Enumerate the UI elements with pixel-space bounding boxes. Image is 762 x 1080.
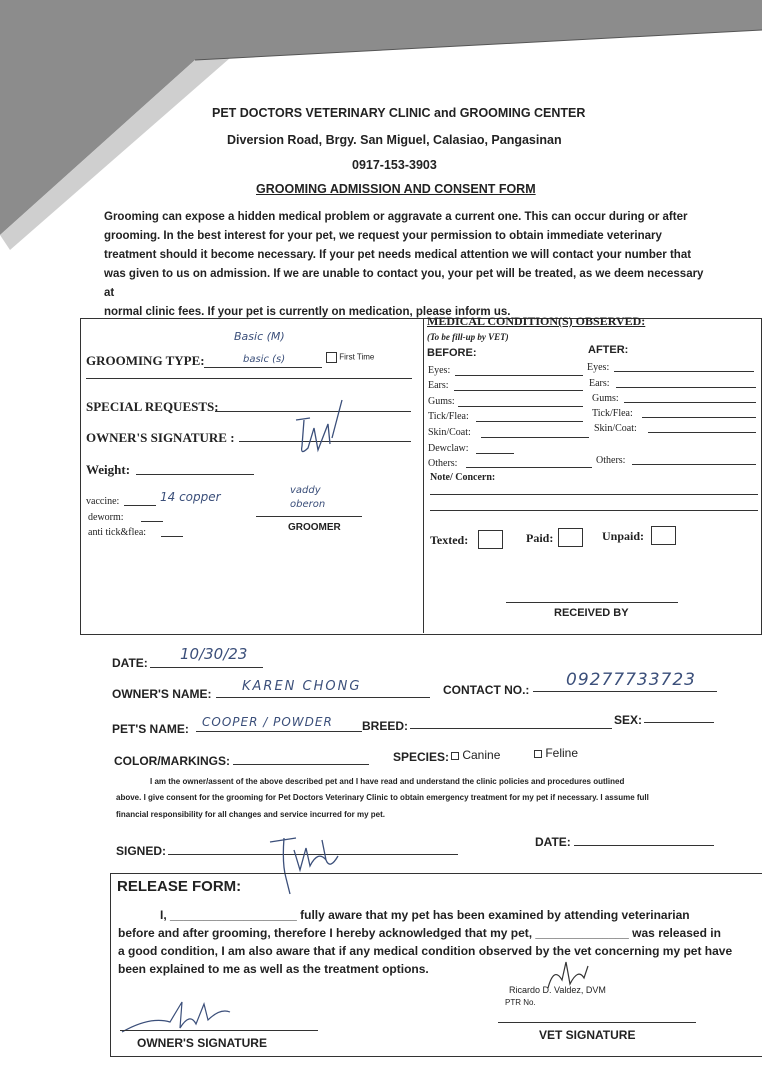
before-skin: Skin/Coat:: [428, 427, 471, 438]
after-gums: Gums:: [592, 393, 619, 404]
note-line-1[interactable]: [430, 494, 758, 495]
medical-title: MEDICAL CONDITION(S) OBSERVED:: [427, 314, 646, 328]
color-field[interactable]: [233, 764, 369, 765]
first-time-option[interactable]: [326, 352, 374, 363]
groomer-field[interactable]: [256, 516, 362, 517]
intro-line: grooming. In the best interest for your pet, we request your permission to obtain immediate veterinary: [104, 230, 662, 242]
date-handwriting: 10/30/23: [180, 645, 248, 663]
feline-label: Feline: [545, 746, 579, 760]
special-requests-label: SPECIAL REQUESTS:: [86, 399, 219, 414]
intro-line: treatment should it become necessary. If your pet needs medical attention we will contact your number that: [104, 249, 692, 261]
owner-name-field[interactable]: [216, 697, 430, 698]
deworm-label: deworm:: [88, 512, 124, 523]
before-others-field[interactable]: [466, 467, 592, 468]
weight-field[interactable]: [136, 474, 254, 475]
before-dewclaw-field[interactable]: [476, 453, 514, 454]
before-others: Others:: [428, 458, 458, 469]
received-by-field[interactable]: [506, 602, 678, 603]
before-ears: Ears:: [428, 380, 449, 391]
vaccine-field[interactable]: [124, 505, 156, 506]
anti-tick-field[interactable]: [161, 536, 183, 537]
signed-date-label: DATE:: [535, 835, 571, 849]
deworm-field[interactable]: [141, 521, 163, 522]
grooming-type-handwriting-1: Basic (M): [234, 330, 285, 343]
vet-signature-label: VET SIGNATURE: [539, 1028, 636, 1042]
intro-line: Grooming can expose a hidden medical problem or aggravate a current one. This can occur during or after: [104, 211, 688, 223]
vaccine-handwriting: 14 copper: [160, 490, 221, 504]
clinic-phone: 0917-153-3903: [352, 158, 437, 172]
grooming-type-field[interactable]: [204, 367, 322, 368]
clinic-address: Diversion Road, Brgy. San Miguel, Calasiao, Pangasinan: [227, 133, 562, 147]
breed-label: BREED:: [362, 719, 409, 733]
texted-label: Texted:: [430, 533, 469, 547]
before-dewclaw: Dewclaw:: [428, 443, 469, 454]
note-label: Note/ Concern:: [430, 472, 496, 483]
consent-line-3: financial responsibility for all changes and service incurred for my pet.: [116, 810, 385, 819]
anti-tick-label: anti tick&flea:: [88, 527, 147, 538]
unpaid-checkbox[interactable]: [651, 526, 676, 545]
paid-label: Paid:: [526, 531, 554, 545]
feline-option[interactable]: [534, 746, 578, 760]
date-field[interactable]: [150, 667, 263, 668]
groomer-label: GROOMER: [288, 522, 341, 533]
owner-release-signature-scribble: [120, 998, 250, 1038]
after-others: Others:: [596, 455, 626, 466]
before-eyes-field[interactable]: [455, 375, 583, 376]
unpaid-label: Unpaid:: [602, 529, 645, 543]
before-tick: Tick/Flea:: [428, 411, 469, 422]
date-label: DATE:: [112, 656, 148, 670]
after-skin: Skin/Coat:: [594, 423, 637, 434]
release-line-2: before and after grooming, therefore I hereby acknowledged that my pet, ______________ was released in: [118, 926, 721, 940]
species-label: SPECIES:: [393, 750, 450, 764]
pet-name-handwriting: COOPER / POWDER: [202, 715, 333, 729]
release-line-1: I, ___________________ fully aware that my pet has been examined by attending veterinarian: [160, 908, 690, 922]
canine-checkbox[interactable]: [451, 752, 459, 760]
groomer-handwriting: vaddy oberon: [290, 485, 326, 510]
intro-line: normal clinic fees. If your pet is currently on medication, please inform us.: [104, 306, 511, 318]
vet-signature-scribble: [544, 958, 594, 998]
panel-divider: [423, 318, 424, 633]
grooming-type-handwriting-2: basic (s): [243, 354, 286, 365]
first-time-label: First Time: [339, 352, 375, 362]
feline-checkbox[interactable]: [534, 750, 542, 758]
sex-label: SEX:: [614, 713, 643, 727]
before-gums-field[interactable]: [458, 406, 583, 407]
texted-checkbox[interactable]: [478, 530, 503, 549]
paid-checkbox[interactable]: [558, 528, 583, 547]
grooming-type-label: GROOMING TYPE:: [86, 353, 205, 368]
owner-name-label: OWNER'S NAME:: [112, 687, 212, 701]
medical-subtitle: (To be fill-up by VET): [427, 332, 509, 342]
vet-signature-field[interactable]: [498, 1022, 696, 1023]
before-skin-field[interactable]: [481, 437, 589, 438]
before-eyes: Eyes:: [428, 365, 451, 376]
release-line-4: been explained to me as well as the treatment options.: [118, 962, 429, 976]
pet-name-field[interactable]: [196, 731, 362, 732]
release-title: RELEASE FORM:: [117, 878, 242, 895]
owner-name-handwriting: KAREN CHONG: [242, 679, 362, 694]
after-gums-field[interactable]: [624, 402, 756, 403]
before-gums: Gums:: [428, 396, 455, 407]
form-title: GROOMING ADMISSION AND CONSENT FORM: [256, 182, 536, 196]
before-ears-field[interactable]: [454, 390, 583, 391]
after-tick: Tick/Flea:: [592, 408, 633, 419]
canine-option[interactable]: [451, 748, 500, 762]
owner-release-signature-label: OWNER'S SIGNATURE: [137, 1036, 267, 1050]
intro-line: was given to us on admission. If we are unable to contact you, your pet will be treated, as we deem necessary at: [104, 268, 704, 299]
after-ears-field[interactable]: [616, 387, 756, 388]
vaccine-label: vaccine:: [86, 496, 120, 507]
release-line-3: a good condition, I am also aware that if any medical condition observed by the vet concerning my pet have: [118, 944, 733, 958]
intro-paragraph: [104, 208, 716, 322]
before-tick-field[interactable]: [476, 421, 583, 422]
weight-label: Weight:: [86, 462, 131, 477]
ptr-label: PTR No.: [505, 998, 536, 1007]
after-skin-field[interactable]: [648, 432, 756, 433]
owner-release-signature-field[interactable]: [120, 1030, 318, 1031]
after-label: AFTER:: [588, 344, 629, 356]
after-others-field[interactable]: [632, 464, 756, 465]
vet-name: Ricardo D. Valdez, DVM: [509, 985, 606, 995]
first-time-checkbox[interactable]: [326, 352, 337, 363]
clinic-name: PET DOCTORS VETERINARY CLINIC and GROOMING CENTER: [212, 106, 586, 120]
contact-label: CONTACT NO.:: [443, 683, 530, 697]
after-eyes: Eyes:: [587, 362, 610, 373]
after-tick-field[interactable]: [642, 417, 756, 418]
canine-label: Canine: [462, 748, 501, 762]
owner-signature-scribble: [288, 398, 348, 468]
signed-date-field[interactable]: [574, 845, 714, 846]
after-eyes-field[interactable]: [614, 371, 754, 372]
after-ears: Ears:: [589, 378, 610, 389]
signed-label: SIGNED:: [116, 844, 167, 858]
contact-field[interactable]: [533, 691, 717, 692]
contact-handwriting: 09277733723: [566, 670, 696, 690]
sex-field[interactable]: [644, 722, 714, 723]
consent-line-2: above. I give consent for the grooming for Pet Doctors Veterinary Clinic to obtain emergency treatment for my pet if necessary. I assume full: [116, 793, 649, 802]
grooming-extra-line: [86, 378, 412, 379]
pet-name-label: PET'S NAME:: [112, 722, 189, 736]
received-by-label: RECEIVED BY: [554, 607, 629, 619]
note-line-2[interactable]: [430, 510, 758, 511]
before-label: BEFORE:: [427, 347, 477, 359]
color-label: COLOR/MARKINGS:: [114, 754, 230, 768]
consent-line-1: I am the owner/assent of the above described pet and I have read and understand the clinic policies and procedures outlined: [150, 777, 625, 786]
owner-signature-label: OWNER'S SIGNATURE :: [86, 430, 235, 445]
breed-field[interactable]: [410, 728, 612, 729]
